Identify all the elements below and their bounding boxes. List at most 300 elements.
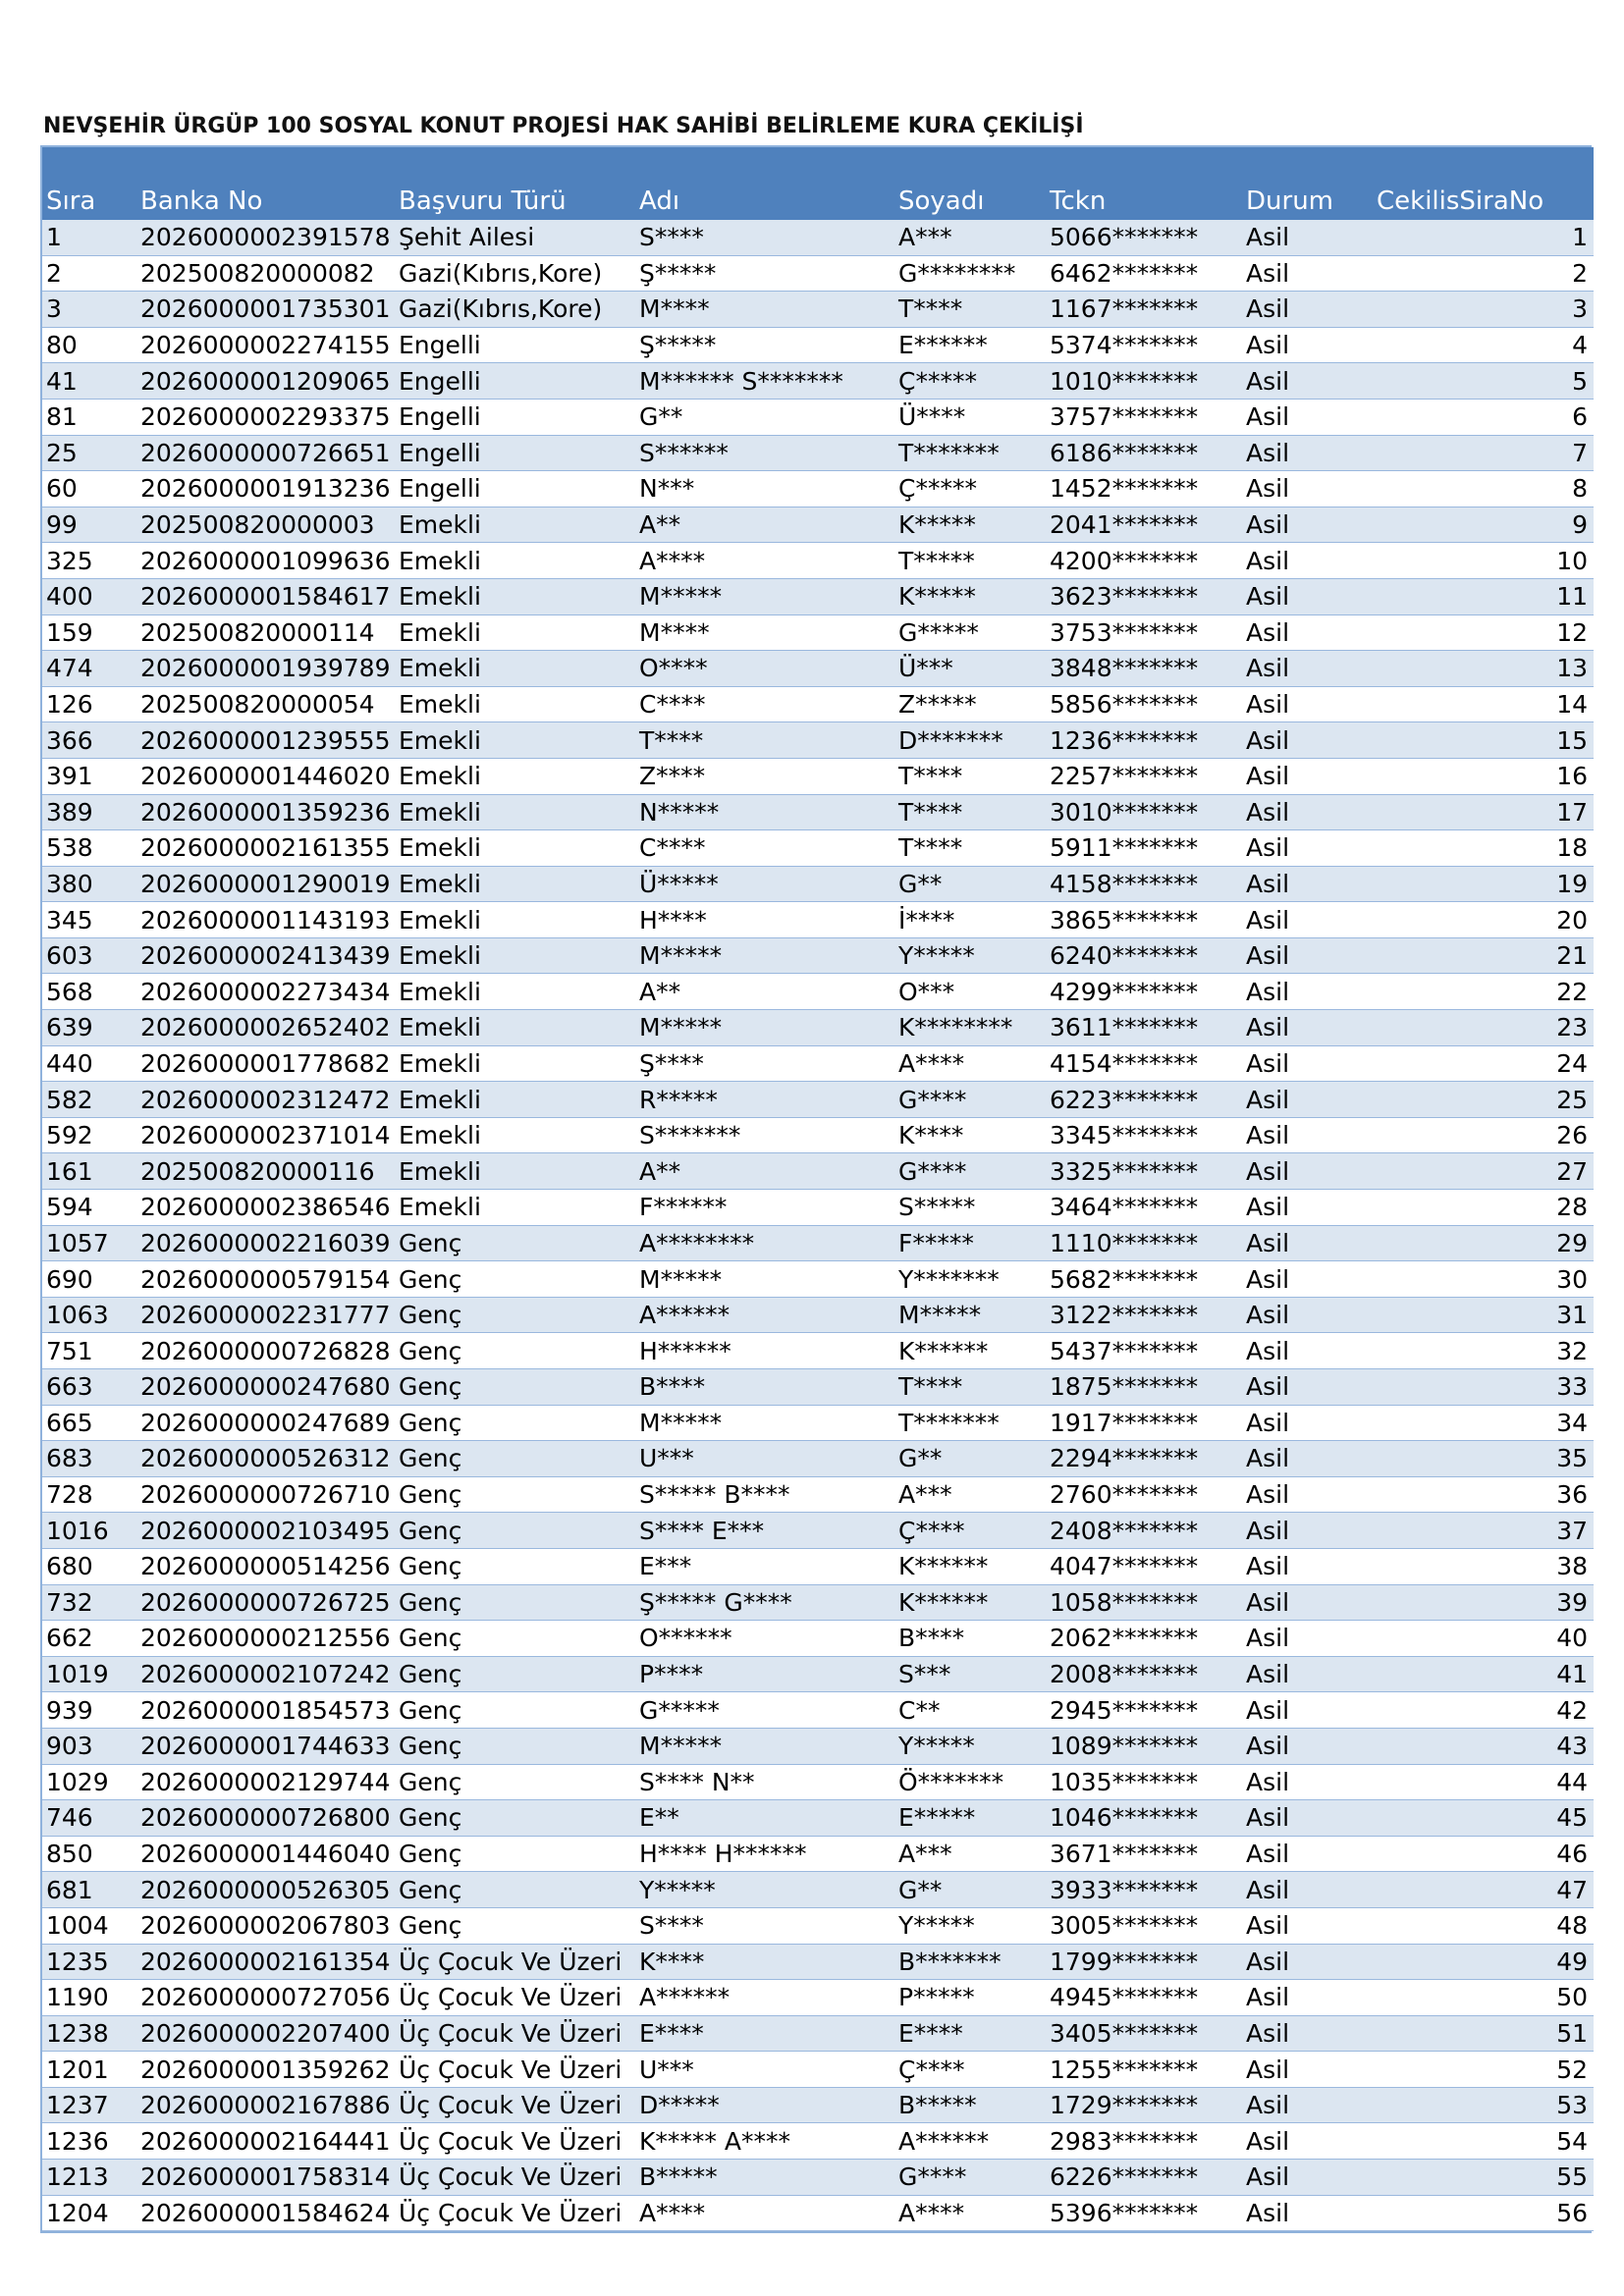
col-sira-cell: 2: [42, 255, 136, 292]
col-adi-cell: C****: [635, 830, 894, 867]
col-cekilis-sira-no-cell: 44: [1373, 1764, 1594, 1800]
col-cekilis-sira-no-cell: 13: [1373, 651, 1594, 687]
col-tckn-cell: 6240*******: [1046, 937, 1242, 974]
col-basvuru-turu-cell: Emekli: [395, 507, 635, 543]
col-banka-no-cell: 2026000001913236: [136, 471, 395, 507]
col-soyadi-cell: E******: [894, 327, 1046, 363]
table-row: [42, 1190, 1594, 1226]
col-cekilis-sira-no-cell: 39: [1373, 1584, 1594, 1621]
col-banka-no-cell: 2026000001239555: [136, 722, 395, 759]
col-cekilis-sira-no-cell: 12: [1373, 614, 1594, 651]
table-row: [42, 399, 1594, 435]
col-adi-cell: M*****: [635, 1405, 894, 1441]
col-banka-no-cell: 2026000002129744: [136, 1764, 395, 1800]
table-row: [42, 614, 1594, 651]
col-banka-no-cell: 2026000002312472: [136, 1082, 395, 1118]
col-banka-no-cell: 2026000000726725: [136, 1584, 395, 1621]
col-tckn-cell: 4154*******: [1046, 1045, 1242, 1082]
col-tckn-cell: 1799*******: [1046, 1944, 1242, 1980]
col-adi-cell: A****: [635, 2195, 894, 2231]
col-soyadi-cell: E*****: [894, 1800, 1046, 1837]
col-tckn-cell: 2760*******: [1046, 1476, 1242, 1513]
col-banka-no-cell: 202500820000054: [136, 686, 395, 722]
col-tckn-cell: 1089*******: [1046, 1728, 1242, 1764]
col-adi-cell: D*****: [635, 2087, 894, 2123]
col-tckn-cell: 1167*******: [1046, 292, 1242, 328]
col-banka-no-cell: 2026000000726710: [136, 1476, 395, 1513]
col-basvuru-turu-cell: Engelli: [395, 471, 635, 507]
col-banka-no-cell: 2026000002391578: [136, 220, 395, 255]
col-durum-cell: Asil: [1242, 1082, 1373, 1118]
col-sira-cell: 1238: [42, 2015, 136, 2052]
table-row: [42, 651, 1594, 687]
col-adi-cell: A********: [635, 1225, 894, 1261]
col-sira-cell: 1237: [42, 2087, 136, 2123]
col-basvuru-turu-cell: Emekli: [395, 543, 635, 579]
col-banka-no-cell: 2026000002371014: [136, 1117, 395, 1153]
col-basvuru-turu-cell: Emekli: [395, 1045, 635, 1082]
col-adi-cell: H**** H******: [635, 1836, 894, 1872]
col-adi-cell: S***** B****: [635, 1476, 894, 1513]
col-durum-cell: Asil: [1242, 686, 1373, 722]
col-cekilis-sira-no-cell: 24: [1373, 1045, 1594, 1082]
col-cekilis-sira-no-cell: 4: [1373, 327, 1594, 363]
col-banka-no-cell: 2026000001359236: [136, 794, 395, 830]
col-soyadi-cell: T*****: [894, 543, 1046, 579]
col-banka-no-cell: 202500820000082: [136, 255, 395, 292]
col-sira-cell: 728: [42, 1476, 136, 1513]
col-durum-cell: Asil: [1242, 1980, 1373, 2016]
table-row: [42, 1872, 1594, 1908]
col-sira-cell: 1236: [42, 2123, 136, 2160]
col-adi-cell: A**: [635, 507, 894, 543]
col-banka-no-cell: 2026000000726651: [136, 435, 395, 471]
col-tckn-cell: 1729*******: [1046, 2087, 1242, 2123]
col-adi-cell: P****: [635, 1656, 894, 1692]
col-tckn-cell: 1875*******: [1046, 1369, 1242, 1406]
col-soyadi-cell: D*******: [894, 722, 1046, 759]
col-cekilis-sira-no-cell: 37: [1373, 1513, 1594, 1549]
col-soyadi-cell: E****: [894, 2015, 1046, 2052]
table-header: [42, 147, 1594, 220]
col-cekilis-sira-no-cell: 18: [1373, 830, 1594, 867]
col-tckn-cell: 4047*******: [1046, 1548, 1242, 1584]
col-durum-cell: Asil: [1242, 1513, 1373, 1549]
col-durum-cell: Asil: [1242, 1117, 1373, 1153]
table-row: [42, 1513, 1594, 1549]
col-durum-cell: Asil: [1242, 1656, 1373, 1692]
col-soyadi-cell: K******: [894, 1584, 1046, 1621]
col-durum-cell: Asil: [1242, 722, 1373, 759]
col-soyadi-cell: A******: [894, 2123, 1046, 2160]
col-adi-cell: Z****: [635, 758, 894, 794]
col-basvuru-turu-cell: Şehit Ailesi: [395, 220, 635, 255]
col-basvuru-turu-cell: Emekli: [395, 866, 635, 902]
col-basvuru-turu-cell: Genç: [395, 1584, 635, 1621]
col-cekilis-sira-no-header: CekilisSiraNo: [1373, 147, 1594, 220]
col-banka-no-cell: 202500820000003: [136, 507, 395, 543]
col-tckn-cell: 4945*******: [1046, 1980, 1242, 2016]
col-sira-cell: 639: [42, 1010, 136, 1046]
table-row: [42, 1692, 1594, 1729]
col-adi-cell: S**** N**: [635, 1764, 894, 1800]
col-basvuru-turu-cell: Genç: [395, 1261, 635, 1298]
col-sira-cell: 400: [42, 578, 136, 614]
col-tckn-cell: 2008*******: [1046, 1656, 1242, 1692]
col-soyadi-cell: K*****: [894, 578, 1046, 614]
table-row: [42, 686, 1594, 722]
col-banka-no-cell: 2026000002107242: [136, 1656, 395, 1692]
col-cekilis-sira-no-cell: 56: [1373, 2195, 1594, 2231]
col-sira-cell: 1204: [42, 2195, 136, 2231]
col-banka-no-cell: 202500820000116: [136, 1153, 395, 1190]
col-soyadi-cell: S*****: [894, 1190, 1046, 1226]
col-cekilis-sira-no-cell: 41: [1373, 1656, 1594, 1692]
table-row: [42, 1261, 1594, 1298]
col-durum-cell: Asil: [1242, 471, 1373, 507]
table-row: [42, 794, 1594, 830]
col-sira-cell: 680: [42, 1548, 136, 1584]
col-basvuru-turu-cell: Engelli: [395, 363, 635, 400]
col-durum-cell: Asil: [1242, 974, 1373, 1010]
col-basvuru-turu-cell: Genç: [395, 1872, 635, 1908]
table-row: [42, 507, 1594, 543]
col-durum-cell: Asil: [1242, 2052, 1373, 2088]
col-durum-cell: Asil: [1242, 830, 1373, 867]
col-banka-no-cell: 2026000002273434: [136, 974, 395, 1010]
col-soyadi-cell: A****: [894, 2195, 1046, 2231]
col-sira-cell: 1016: [42, 1513, 136, 1549]
col-sira-cell: 582: [42, 1082, 136, 1118]
col-durum-cell: Asil: [1242, 1045, 1373, 1082]
col-tckn-cell: 5374*******: [1046, 327, 1242, 363]
col-adi-cell: A******: [635, 1980, 894, 2016]
col-durum-cell: Asil: [1242, 1692, 1373, 1729]
col-tckn-cell: 3405*******: [1046, 2015, 1242, 2052]
col-cekilis-sira-no-cell: 7: [1373, 435, 1594, 471]
col-basvuru-turu-cell: Üç Çocuk Ve Üzeri: [395, 1944, 635, 1980]
col-basvuru-turu-cell: Emekli: [395, 1082, 635, 1118]
col-durum-cell: Asil: [1242, 1441, 1373, 1477]
table-row: [42, 255, 1594, 292]
col-banka-no-cell: 2026000001939789: [136, 651, 395, 687]
table-row: [42, 1117, 1594, 1153]
col-banka-no-cell: 2026000000526312: [136, 1441, 395, 1477]
col-sira-cell: 159: [42, 614, 136, 651]
col-soyadi-cell: T*******: [894, 1405, 1046, 1441]
col-adi-cell: E***: [635, 1548, 894, 1584]
table-row: [42, 2195, 1594, 2231]
col-adi-cell: B****: [635, 1369, 894, 1406]
table-row: [42, 1621, 1594, 1657]
col-tckn-cell: 5396*******: [1046, 2195, 1242, 2231]
col-soyadi-cell: B****: [894, 1621, 1046, 1657]
col-adi-cell: F******: [635, 1190, 894, 1226]
table-row: [42, 292, 1594, 328]
col-cekilis-sira-no-cell: 3: [1373, 292, 1594, 328]
col-sira-cell: 99: [42, 507, 136, 543]
col-soyadi-cell: T*******: [894, 435, 1046, 471]
col-sira-header: Sıra: [42, 147, 136, 220]
col-durum-cell: Asil: [1242, 1944, 1373, 1980]
col-banka-no-cell: 2026000002274155: [136, 327, 395, 363]
col-banka-no-cell: 2026000002207400: [136, 2015, 395, 2052]
col-cekilis-sira-no-cell: 31: [1373, 1297, 1594, 1333]
col-tckn-cell: 1917*******: [1046, 1405, 1242, 1441]
col-soyadi-cell: B*******: [894, 1944, 1046, 1980]
col-soyadi-cell: B*****: [894, 2087, 1046, 2123]
col-adi-cell: S******: [635, 435, 894, 471]
col-banka-no-header: Banka No: [136, 147, 395, 220]
table-row: [42, 830, 1594, 867]
col-basvuru-turu-cell: Üç Çocuk Ve Üzeri: [395, 2195, 635, 2231]
col-soyadi-cell: Ç*****: [894, 471, 1046, 507]
col-adi-cell: M****: [635, 614, 894, 651]
col-adi-cell: S*******: [635, 1117, 894, 1153]
table-row: [42, 902, 1594, 938]
col-tckn-cell: 3464*******: [1046, 1190, 1242, 1226]
col-durum-cell: Asil: [1242, 435, 1373, 471]
col-cekilis-sira-no-cell: 53: [1373, 2087, 1594, 2123]
table-row: [42, 1836, 1594, 1872]
col-basvuru-turu-cell: Genç: [395, 1333, 635, 1369]
col-adi-cell: M****: [635, 292, 894, 328]
col-sira-cell: 1019: [42, 1656, 136, 1692]
col-adi-cell: A****: [635, 543, 894, 579]
col-cekilis-sira-no-cell: 35: [1373, 1441, 1594, 1477]
col-durum-cell: Asil: [1242, 1584, 1373, 1621]
table-row: [42, 1297, 1594, 1333]
col-sira-cell: 751: [42, 1333, 136, 1369]
col-basvuru-turu-cell: Genç: [395, 1907, 635, 1944]
col-basvuru-turu-cell: Üç Çocuk Ve Üzeri: [395, 2087, 635, 2123]
col-durum-cell: Asil: [1242, 1621, 1373, 1657]
col-durum-cell: Asil: [1242, 1728, 1373, 1764]
col-adi-cell: N*****: [635, 794, 894, 830]
col-tckn-cell: 1046*******: [1046, 1800, 1242, 1837]
table-row: [42, 1584, 1594, 1621]
col-basvuru-turu-cell: Emekli: [395, 974, 635, 1010]
col-adi-cell: O******: [635, 1621, 894, 1657]
col-cekilis-sira-no-cell: 32: [1373, 1333, 1594, 1369]
col-tckn-cell: 3611*******: [1046, 1010, 1242, 1046]
col-durum-cell: Asil: [1242, 1010, 1373, 1046]
col-sira-cell: 81: [42, 399, 136, 435]
col-soyadi-cell: Ç****: [894, 1513, 1046, 1549]
table-row: [42, 866, 1594, 902]
col-adi-cell: E****: [635, 2015, 894, 2052]
col-soyadi-cell: T****: [894, 758, 1046, 794]
col-adi-cell: S****: [635, 220, 894, 255]
col-banka-no-cell: 2026000000212556: [136, 1621, 395, 1657]
col-durum-cell: Asil: [1242, 1225, 1373, 1261]
col-banka-no-cell: 2026000000526305: [136, 1872, 395, 1908]
col-banka-no-cell: 2026000000579154: [136, 1261, 395, 1298]
col-soyadi-cell: Y*****: [894, 1907, 1046, 1944]
col-cekilis-sira-no-cell: 6: [1373, 399, 1594, 435]
col-basvuru-turu-cell: Engelli: [395, 399, 635, 435]
col-basvuru-turu-cell: Üç Çocuk Ve Üzeri: [395, 2123, 635, 2160]
table-row: [42, 1944, 1594, 1980]
col-adi-cell: E**: [635, 1800, 894, 1837]
col-banka-no-cell: 2026000001584617: [136, 578, 395, 614]
col-cekilis-sira-no-cell: 21: [1373, 937, 1594, 974]
table-row: [42, 1225, 1594, 1261]
col-cekilis-sira-no-cell: 51: [1373, 2015, 1594, 2052]
col-soyadi-cell: F*****: [894, 1225, 1046, 1261]
col-soyadi-cell: A***: [894, 1476, 1046, 1513]
col-soyadi-cell: O***: [894, 974, 1046, 1010]
col-durum-cell: Asil: [1242, 1476, 1373, 1513]
col-tckn-cell: 4299*******: [1046, 974, 1242, 1010]
col-basvuru-turu-cell: Üç Çocuk Ve Üzeri: [395, 1980, 635, 2016]
col-cekilis-sira-no-cell: 5: [1373, 363, 1594, 400]
col-adi-cell: O****: [635, 651, 894, 687]
col-banka-no-cell: 2026000002103495: [136, 1513, 395, 1549]
results-table: [42, 147, 1594, 2231]
table-row: [42, 974, 1594, 1010]
col-adi-cell: M*****: [635, 578, 894, 614]
col-cekilis-sira-no-cell: 20: [1373, 902, 1594, 938]
col-cekilis-sira-no-cell: 2: [1373, 255, 1594, 292]
col-soyadi-cell: K****: [894, 1117, 1046, 1153]
col-sira-cell: 662: [42, 1621, 136, 1657]
col-tckn-cell: 3865*******: [1046, 902, 1242, 938]
col-tckn-cell: 1236*******: [1046, 722, 1242, 759]
col-banka-no-cell: 2026000001735301: [136, 292, 395, 328]
col-adi-cell: H******: [635, 1333, 894, 1369]
col-sira-cell: 681: [42, 1872, 136, 1908]
col-adi-cell: Ş*****: [635, 255, 894, 292]
table-row: [42, 1980, 1594, 2016]
col-banka-no-cell: 2026000000726800: [136, 1800, 395, 1837]
table-row: [42, 2123, 1594, 2160]
col-tckn-cell: 4158*******: [1046, 866, 1242, 902]
col-durum-cell: Asil: [1242, 543, 1373, 579]
col-soyadi-cell: G*****: [894, 614, 1046, 651]
col-durum-cell: Asil: [1242, 902, 1373, 938]
col-cekilis-sira-no-cell: 54: [1373, 2123, 1594, 2160]
col-tckn-cell: 1452*******: [1046, 471, 1242, 507]
col-tckn-cell: 5066*******: [1046, 220, 1242, 255]
col-banka-no-cell: 2026000000247680: [136, 1369, 395, 1406]
col-sira-cell: 345: [42, 902, 136, 938]
table-row: [42, 1656, 1594, 1692]
col-tckn-cell: 2408*******: [1046, 1513, 1242, 1549]
col-cekilis-sira-no-cell: 49: [1373, 1944, 1594, 1980]
col-cekilis-sira-no-cell: 30: [1373, 1261, 1594, 1298]
col-tckn-cell: 6226*******: [1046, 2160, 1242, 2196]
col-tckn-cell: 2041*******: [1046, 507, 1242, 543]
table-row: [42, 1441, 1594, 1477]
col-durum-cell: Asil: [1242, 1190, 1373, 1226]
col-tckn-cell: 3010*******: [1046, 794, 1242, 830]
col-adi-cell: A******: [635, 1297, 894, 1333]
col-tckn-cell: 1058*******: [1046, 1584, 1242, 1621]
col-basvuru-turu-cell: Genç: [395, 1800, 635, 1837]
col-cekilis-sira-no-cell: 40: [1373, 1621, 1594, 1657]
header-row: [42, 147, 1594, 220]
col-basvuru-turu-cell: Emekli: [395, 1117, 635, 1153]
col-sira-cell: 939: [42, 1692, 136, 1729]
col-basvuru-turu-cell: Genç: [395, 1441, 635, 1477]
col-soyadi-cell: Y*****: [894, 937, 1046, 974]
col-sira-cell: 594: [42, 1190, 136, 1226]
col-durum-cell: Asil: [1242, 1548, 1373, 1584]
col-durum-cell: Asil: [1242, 758, 1373, 794]
results-table-container: [40, 145, 1592, 2233]
col-tckn-cell: 2294*******: [1046, 1441, 1242, 1477]
col-basvuru-turu-cell: Genç: [395, 1225, 635, 1261]
col-soyadi-cell: T****: [894, 1369, 1046, 1406]
col-basvuru-turu-cell: Genç: [395, 1405, 635, 1441]
col-banka-no-cell: 2026000001758314: [136, 2160, 395, 2196]
col-sira-cell: 1057: [42, 1225, 136, 1261]
col-adi-cell: N***: [635, 471, 894, 507]
col-banka-no-cell: 2026000001446040: [136, 1836, 395, 1872]
col-tckn-cell: 3325*******: [1046, 1153, 1242, 1190]
col-durum-cell: Asil: [1242, 866, 1373, 902]
col-basvuru-turu-cell: Genç: [395, 1764, 635, 1800]
table-row: [42, 1045, 1594, 1082]
col-durum-cell: Asil: [1242, 1872, 1373, 1908]
col-soyadi-cell: G**: [894, 1441, 1046, 1477]
col-durum-cell: Asil: [1242, 1405, 1373, 1441]
col-cekilis-sira-no-cell: 23: [1373, 1010, 1594, 1046]
col-banka-no-cell: 2026000001446020: [136, 758, 395, 794]
col-banka-no-cell: 2026000002413439: [136, 937, 395, 974]
col-adi-cell: B*****: [635, 2160, 894, 2196]
col-soyadi-cell: Ü***: [894, 651, 1046, 687]
col-durum-cell: Asil: [1242, 292, 1373, 328]
col-cekilis-sira-no-cell: 43: [1373, 1728, 1594, 1764]
col-durum-cell: Asil: [1242, 2160, 1373, 2196]
col-durum-cell: Asil: [1242, 651, 1373, 687]
col-tckn-cell: 2062*******: [1046, 1621, 1242, 1657]
col-durum-cell: Asil: [1242, 2195, 1373, 2231]
col-banka-no-cell: 2026000001744633: [136, 1728, 395, 1764]
col-durum-cell: Asil: [1242, 399, 1373, 435]
col-soyadi-cell: Y*****: [894, 1728, 1046, 1764]
col-sira-cell: 850: [42, 1836, 136, 1872]
col-cekilis-sira-no-cell: 11: [1373, 578, 1594, 614]
col-sira-cell: 366: [42, 722, 136, 759]
col-banka-no-cell: 2026000002216039: [136, 1225, 395, 1261]
col-cekilis-sira-no-cell: 50: [1373, 1980, 1594, 2016]
col-basvuru-turu-cell: Genç: [395, 1692, 635, 1729]
page-title: NEVŞEHİR ÜRGÜP 100 SOSYAL KONUT PROJESİ HAK SAHİBİ BELİRLEME KURA ÇEKİLİŞİ: [43, 114, 1084, 138]
col-cekilis-sira-no-cell: 16: [1373, 758, 1594, 794]
col-cekilis-sira-no-cell: 8: [1373, 471, 1594, 507]
col-basvuru-turu-cell: Emekli: [395, 578, 635, 614]
table-row: [42, 435, 1594, 471]
col-adi-cell: C****: [635, 686, 894, 722]
col-banka-no-cell: 2026000001290019: [136, 866, 395, 902]
col-cekilis-sira-no-cell: 36: [1373, 1476, 1594, 1513]
col-sira-cell: 1201: [42, 2052, 136, 2088]
col-sira-cell: 380: [42, 866, 136, 902]
col-basvuru-turu-cell: Genç: [395, 1476, 635, 1513]
col-sira-cell: 1063: [42, 1297, 136, 1333]
col-basvuru-turu-cell: Genç: [395, 1297, 635, 1333]
col-tckn-cell: 3753*******: [1046, 614, 1242, 651]
col-cekilis-sira-no-cell: 38: [1373, 1548, 1594, 1584]
table-row: [42, 937, 1594, 974]
col-adi-cell: K***** A****: [635, 2123, 894, 2160]
col-basvuru-turu-cell: Emekli: [395, 1190, 635, 1226]
col-tckn-cell: 5911*******: [1046, 830, 1242, 867]
col-durum-cell: Asil: [1242, 937, 1373, 974]
